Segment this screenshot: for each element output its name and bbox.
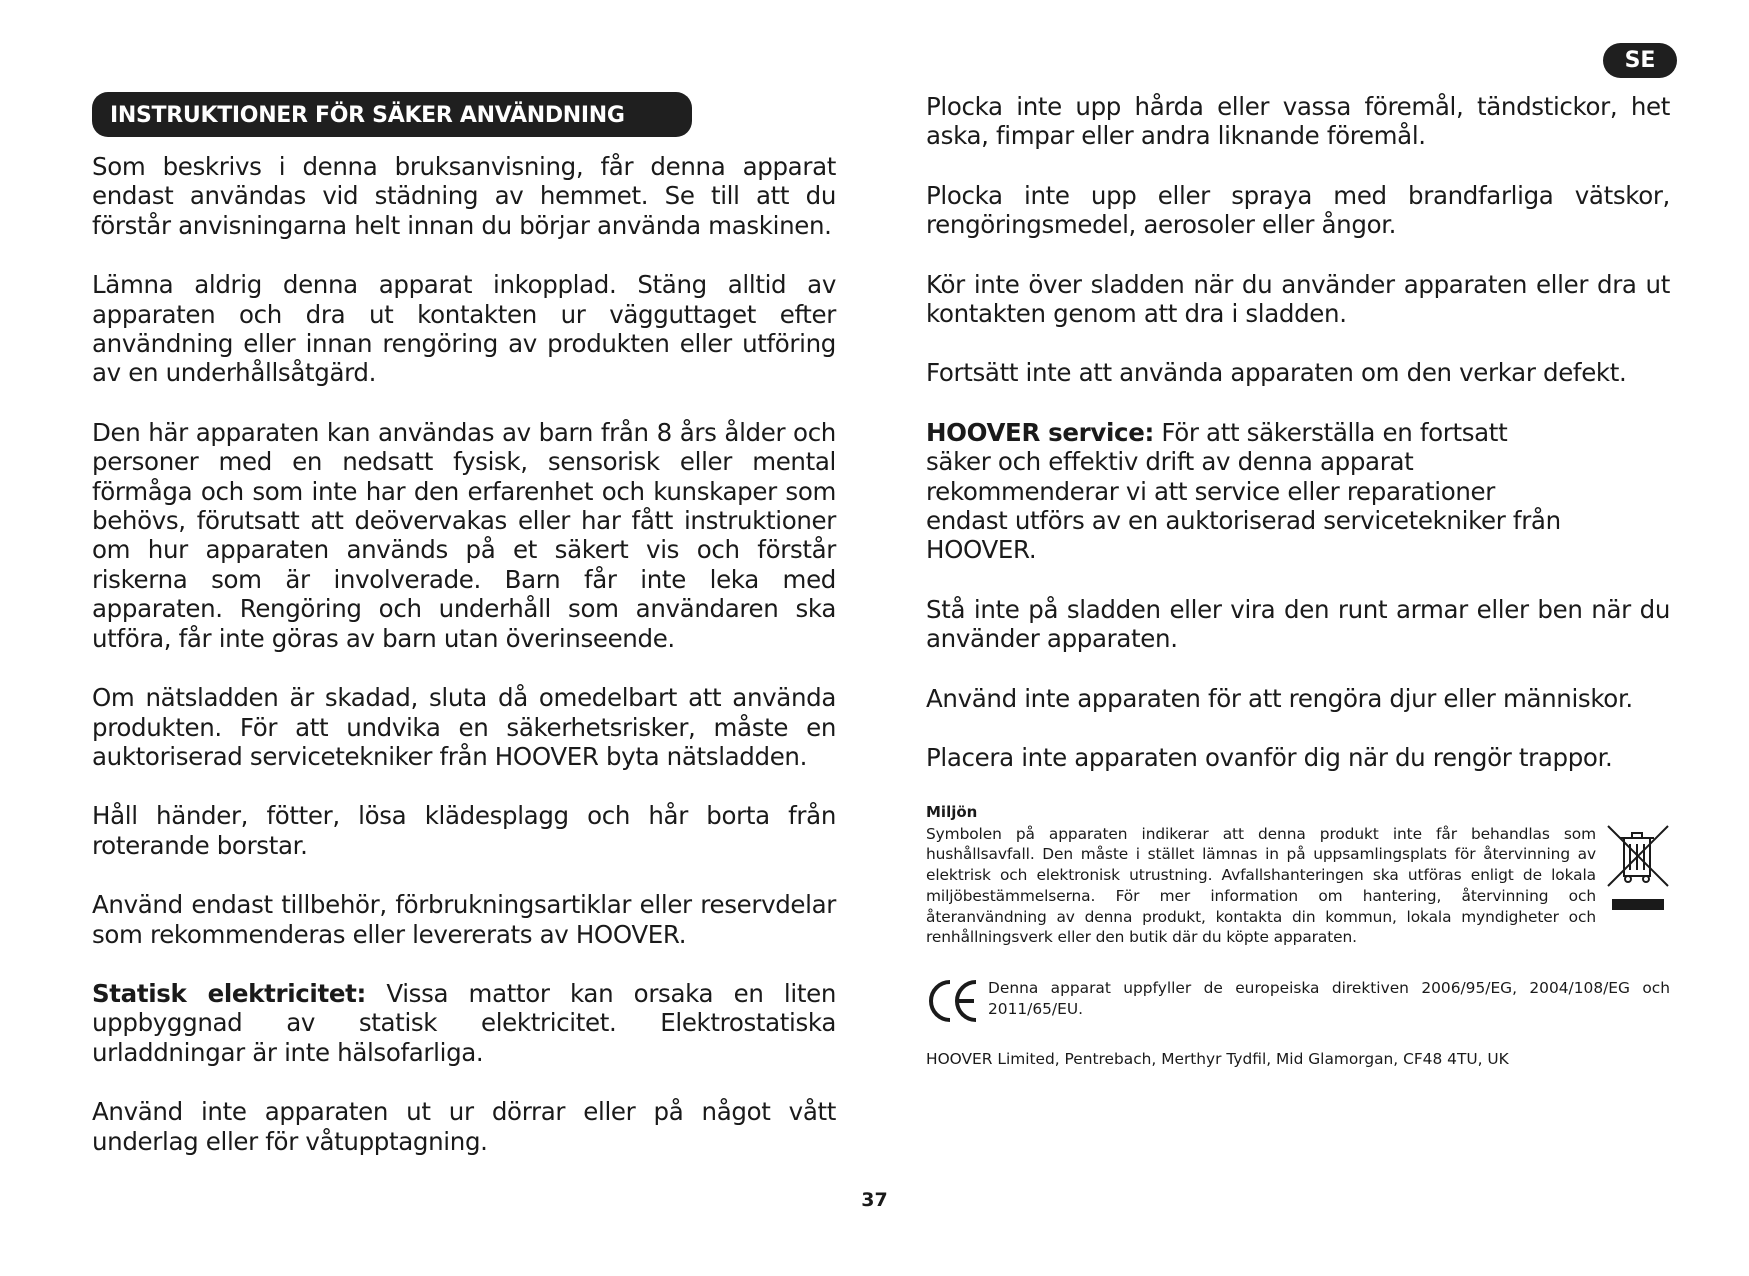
paragraph-outdoor-wet: Använd inte apparaten ut ur dörrar eller på något vått underlag eller för våtupptagning. (92, 1097, 836, 1156)
paragraph-intended-use: Som beskrivs i denna bruksanvisning, får denna apparat endast användas vid städning av hemmet. Se till att du förstår anvisningarna helt innan du börjar använda maskinen. (92, 152, 836, 240)
right-column (926, 92, 1670, 1068)
paragraph-rotating-brushes: Håll händer, fötter, lösa klädesplagg och hår borta från roterande borstar. (92, 801, 836, 860)
paragraph-stairs: Placera inte apparaten ovanför dig när du rengör trappor. (926, 743, 1613, 773)
paragraph-hard-objects: Plocka inte upp hårda eller vassa föremål, tändstickor, het aska, fimpar eller andra liknande föremål. (926, 92, 1670, 151)
manufacturer-address: HOOVER Limited, Pentrebach, Merthyr Tydfil, Mid Glamorgan, CF48 4TU, UK (926, 1050, 1509, 1069)
paragraph-cord-run-over: Kör inte över sladden när du använder apparaten eller dra ut kontakten genom att dra i sladden. (926, 269, 1670, 329)
weee-bin-icon (1606, 824, 1670, 916)
paragraph-unplug: Lämna aldrig denna apparat inkopplad. Stäng alltid av apparaten och dra ut kontakten ur vägguttaget efter användning eller innan rengöring av produkten eller utföring av en underhållsåtgärd. (92, 270, 836, 388)
environment-section (926, 803, 1670, 1069)
ce-mark-icon (926, 978, 982, 1024)
paragraph-defect: Fortsätt inte att använda apparaten om den verkar defekt. (926, 358, 1627, 388)
paragraph-static-electricity (92, 979, 836, 1067)
hoover-service-label: HOOVER service: (926, 417, 1154, 447)
static-electricity-label: Statisk elektricitet: (92, 978, 366, 1008)
hoover-service-text: För att säkerställa en fortsatt säker och effektiv drift av denna apparat rekommenderar vi att service eller reparationer endast utförs av en auktoriserad servicetekniker från HOOVER. (926, 417, 1561, 565)
page-number: 37 (861, 1189, 888, 1211)
environment-title: Miljön (926, 802, 978, 821)
paragraph-power-cord: Om nätsladden är skadad, sluta då omedelbart att använda produkten. För att undvika en säkerhetsrisker, måste en auktoriserad servicetekniker från HOOVER byta nätsladden. (92, 683, 836, 771)
left-column (92, 92, 836, 1186)
language-badge: SE (1603, 43, 1677, 78)
paragraph-stand-on-cord: Stå inte på sladden eller vira den runt armar eller ben när du använder apparaten. (926, 594, 1670, 654)
environment-text: Symbolen på apparaten indikerar att denna produkt inte får behandlas som hushållsavfall. Den måste i stället lämnas in på uppsamlingsplats för återvinning av elektrisk och elektronisk utrustning. Avfallshanteringen ska utföras enligt de lokala miljöbestämmelserna. För mer information om hantering, återvinning och återanvändning av denna produkt, kontakta din kommun, lokala myndigheter och renhållningsverk eller den butik där du köpte apparaten. (926, 824, 1596, 947)
paragraph-flammable: Plocka inte upp eller spraya med brandfarliga vätskor, rengöringsmedel, aerosoler eller ångor. (926, 180, 1670, 240)
paragraph-accessories: Använd endast tillbehör, förbrukningsartiklar eller reservdelar som rekommenderas eller levererats av HOOVER. (92, 890, 836, 949)
static-electricity-text: Vissa mattor kan orsaka en liten uppbyggnad av statisk elektricitet. Elektrostatiska urladdningar är inte hälsofarliga. (92, 978, 836, 1067)
paragraph-hoover-service (926, 418, 1566, 565)
paragraph-animals: Använd inte apparaten för att rengöra djur eller människor. (926, 683, 1633, 713)
paragraph-children: Den här apparaten kan användas av barn från 8 års ålder och personer med en nedsatt fysisk, sensorisk eller mental förmåga och som inte har den erfarenhet och kunskaper som behövs, förutsatt att deövervakas eller har fått instruktioner om hur apparaten används på et säkert vis och förstår riskerna som är involverade. Barn får inte leka med apparaten. Rengöring och underhåll som användaren ska utföra, får inte göras av barn utan överinseende. (92, 417, 836, 653)
ce-compliance-text: Denna apparat uppfyller de europeiska direktiven 2006/95/EG, 2004/108/EG och 2011/65/EU. (988, 979, 1670, 1019)
section-header: INSTRUKTIONER FÖR SÄKER ANVÄNDNING (92, 92, 692, 137)
